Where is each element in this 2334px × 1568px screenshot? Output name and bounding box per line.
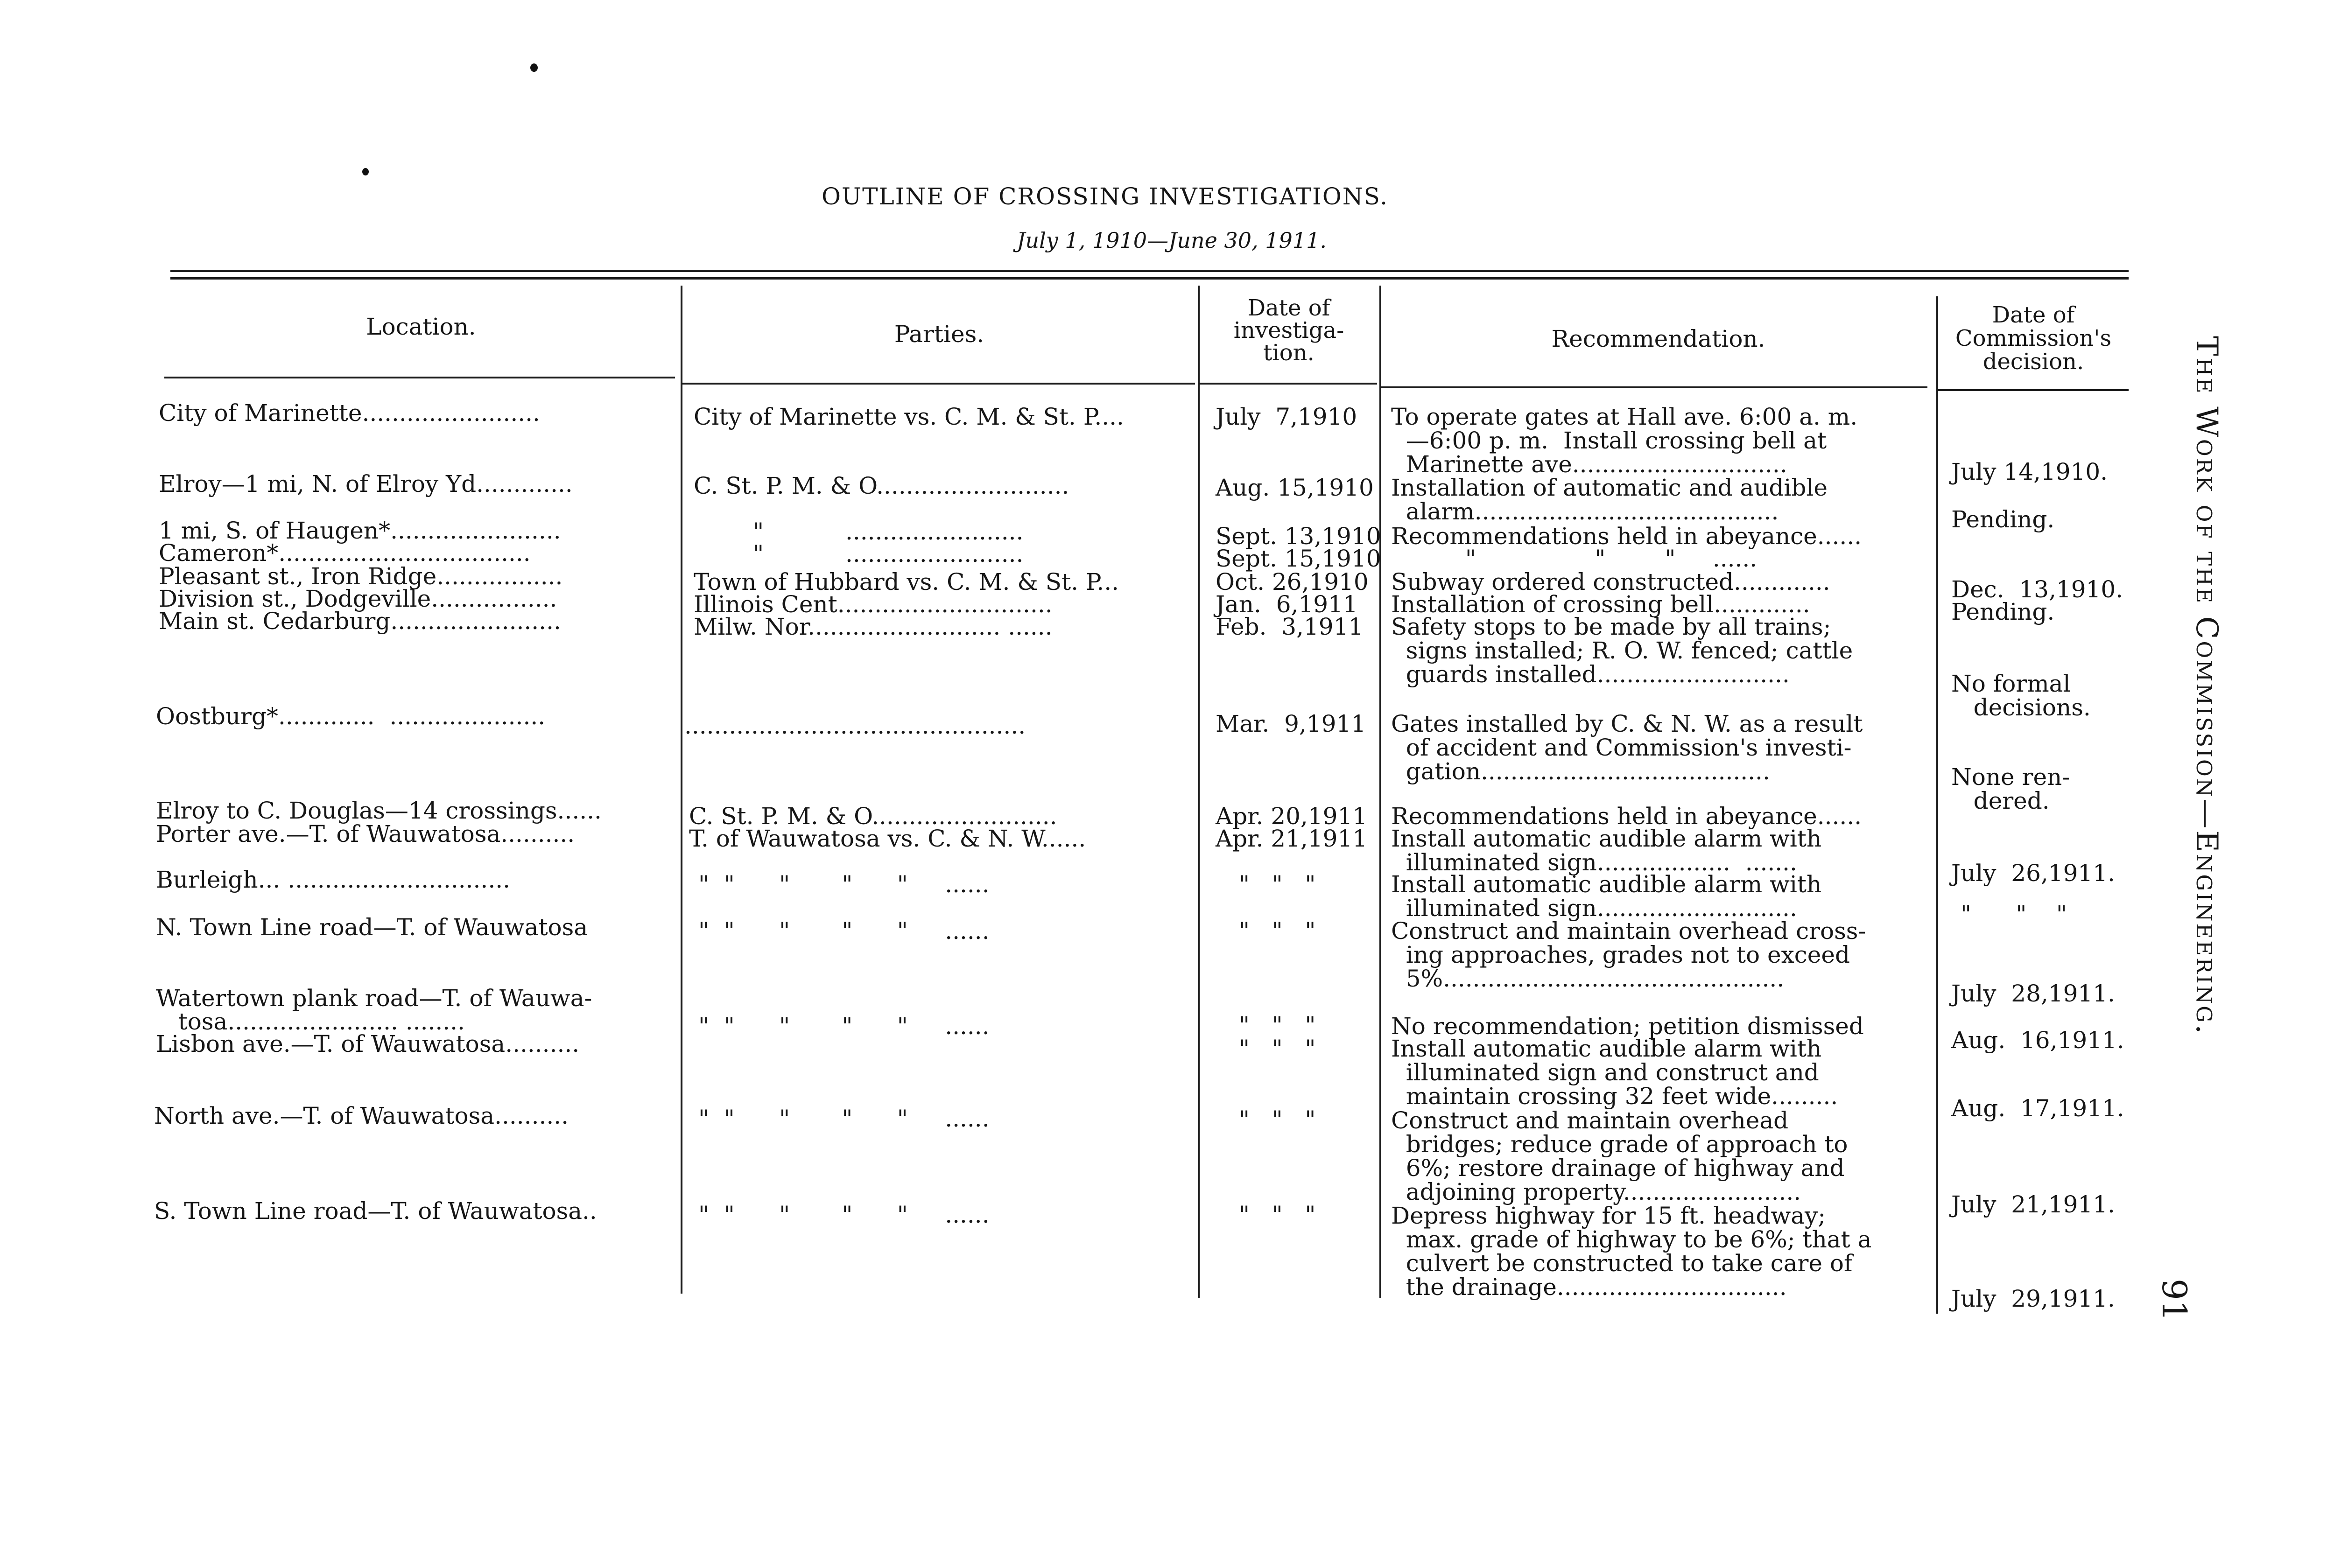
recommendation-cell: No recommendation; petition dismissed [1391, 1013, 1864, 1040]
parties-cell: " " " " " ...... [698, 1105, 990, 1132]
header-rule-date [1200, 383, 1377, 385]
date-cell: " " " [1239, 1106, 1316, 1133]
date-cell: Apr. 20,1911 [1216, 803, 1368, 830]
location-cell: Cameron*.................................. [159, 539, 531, 567]
recommendation-cell: Recommendations held in abeyance...... [1391, 803, 1862, 830]
recommendation-cell: Construct and maintain overhead cross- ing approaches, grades not to exceed 5%.............................................. [1391, 917, 1866, 992]
parties-cell: T. of Wauwatosa vs. C. & N. W...... [689, 825, 1086, 852]
date-cell: " " " [1239, 1012, 1316, 1039]
decision-cell: Aug. 16,1911. [1951, 1027, 2124, 1054]
recommendation-cell: " " " ...... [1391, 545, 1758, 572]
date-cell: " " " [1239, 1035, 1316, 1062]
recommendation-cell: Recommendations held in abeyance...... [1391, 523, 1862, 550]
header-recommendation: Recommendation. [1551, 325, 1765, 352]
page-subtitle: July 1, 1910—June 30, 1911. [1017, 228, 1327, 253]
decision-cell: Pending. [1951, 506, 2055, 533]
decision-cell: " " " [1961, 901, 2067, 928]
col-divider-2 [1198, 286, 1200, 1298]
location-cell: Pleasant st., Iron Ridge................. [159, 563, 563, 590]
location-cell: 1 mi, S. of Haugen*....................... [159, 517, 561, 544]
decision-cell: July 29,1911. [1951, 1285, 2115, 1312]
recommendation-cell: Subway ordered constructed............. [1391, 568, 1830, 595]
parties-cell: City of Marinette vs. C. M. & St. P.... [694, 403, 1124, 430]
date-cell: Sept. 15,1910 [1216, 545, 1381, 572]
scan-speck [530, 63, 538, 72]
decision-cell: July 21,1911. [1951, 1191, 2115, 1218]
running-head: The Work of the Commission—Engineering. [2189, 336, 2224, 1036]
decision-cell: No formal decisions. [1951, 670, 2091, 721]
parties-cell: C. St. P. M. & O.......................... [694, 472, 1069, 499]
date-cell: " " " [1239, 1201, 1316, 1228]
recommendation-cell: Installation of automatic and audible alarm......................................... [1391, 474, 1828, 525]
recommendation-cell: Installation of crossing bell............. [1391, 591, 1810, 618]
location-cell: tosa....................... ........ [156, 1008, 465, 1035]
parties-cell: C. St. P. M. & O......................... [689, 803, 1057, 830]
location-cell: Porter ave.—T. of Wauwatosa.......... [156, 820, 575, 847]
parties-cell: Milw. Nor.......................... ...... [694, 613, 1053, 640]
parties-cell: " " " " " ...... [698, 1013, 990, 1040]
col-divider-4 [1936, 296, 1938, 1314]
parties-cell: " " " " " ...... [698, 1201, 990, 1228]
header-location: Location. [366, 313, 476, 340]
header-rule-decision [1938, 389, 2129, 391]
recommendation-cell: Install automatic audible alarm with illuminated sign and construct and maintain crossing 32 feet wide......... [1391, 1035, 1838, 1110]
decision-cell: July 14,1910. [1951, 458, 2108, 485]
location-cell: Elroy—1 mi, N. of Elroy Yd............. [159, 470, 573, 497]
parties-cell: " ........................ [694, 540, 1024, 567]
location-cell: City of Marinette........................ [159, 399, 540, 427]
recommendation-cell: Depress highway for 15 ft. headway; max. grade of highway to be 6%; that a culvert be constructed to take care of the drainage............................... [1391, 1202, 1872, 1301]
decision-cell: July 28,1911. [1951, 980, 2115, 1007]
col-divider-1 [681, 286, 682, 1294]
location-cell: Oostburg*............. ..................... [156, 703, 546, 730]
page-title: OUTLINE OF CROSSING INVESTIGATIONS. [822, 183, 1388, 210]
parties-cell: .............................................. [684, 712, 1026, 739]
decision-cell: July 26,1911. [1951, 860, 2115, 887]
location-cell: Watertown plank road—T. of Wauwa- [156, 985, 592, 1012]
header-rule-recommendation [1381, 386, 1927, 388]
date-cell: Apr. 21,1911 [1216, 825, 1368, 852]
header-parties: Parties. [894, 321, 984, 348]
header-decision: Date of Commission's decision. [1955, 302, 2112, 375]
parties-cell: " " " " " ...... [698, 871, 990, 898]
parties-cell: Illinois Cent............................. [694, 591, 1053, 618]
col-divider-3 [1379, 286, 1381, 1298]
date-cell: Sept. 13,1910 [1216, 523, 1381, 550]
recommendation-cell: Install automatic audible alarm with illuminated sign.................. ....... [1391, 825, 1822, 876]
header-rule-parties [682, 383, 1195, 385]
scan-speck [362, 168, 369, 175]
recommendation-cell: Gates installed by C. & N. W. as a result of accident and Commission's investi- gation....................................... [1391, 710, 1863, 785]
page-number: 91 [2155, 1279, 2194, 1322]
location-cell: S. Town Line road—T. of Wauwatosa.. [154, 1197, 597, 1225]
top-double-rule-upper [170, 270, 2129, 272]
date-cell: Mar. 9,1911 [1216, 710, 1366, 737]
decision-cell: Dec. 13,1910. [1951, 576, 2123, 603]
date-cell: " " " [1239, 917, 1316, 945]
recommendation-cell: Install automatic audible alarm with illuminated sign........................... [1391, 871, 1822, 922]
date-cell: July 7,1910 [1216, 403, 1357, 430]
date-cell: " " " [1239, 871, 1316, 898]
top-double-rule-lower [170, 277, 2129, 280]
location-cell: Burleigh... .............................. [156, 866, 511, 893]
location-cell: N. Town Line road—T. of Wauwatosa [156, 914, 588, 941]
parties-cell: " ........................ [694, 518, 1024, 545]
decision-cell: None ren- dered. [1951, 763, 2070, 814]
parties-cell: " " " " " ...... [698, 917, 990, 945]
header-date: Date of investiga- tion. [1233, 295, 1344, 366]
date-cell: Oct. 26,1910 [1216, 568, 1369, 595]
decision-cell: Pending. [1951, 598, 2055, 625]
header-rule-location [164, 377, 675, 378]
location-cell: Main st. Cedarburg....................... [159, 608, 561, 635]
date-cell: Jan. 6,1911 [1216, 591, 1358, 618]
parties-cell: Town of Hubbard vs. C. M. & St. P... [694, 568, 1119, 595]
location-cell: Division st., Dodgeville................. [159, 585, 557, 612]
recommendation-cell: Construct and maintain overhead bridges; reduce grade of approach to 6%; restore drainage of highway and adjoining property........................ [1391, 1107, 1848, 1205]
date-cell: Feb. 3,1911 [1216, 613, 1364, 640]
date-cell: Aug. 15,1910 [1216, 474, 1374, 501]
location-cell: North ave.—T. of Wauwatosa.......... [154, 1102, 569, 1129]
recommendation-cell: Safety stops to be made by all trains; signs installed; R. O. W. fenced; cattle guards installed.......................... [1391, 613, 1853, 688]
decision-cell: Aug. 17,1911. [1951, 1095, 2124, 1122]
recommendation-cell: To operate gates at Hall ave. 6:00 a. m. —6:00 p. m. Install crossing bell at Marinette ave............................. [1391, 403, 1858, 478]
location-cell: Elroy to C. Douglas—14 crossings...... [156, 797, 602, 824]
location-cell: Lisbon ave.—T. of Wauwatosa.......... [156, 1030, 580, 1057]
